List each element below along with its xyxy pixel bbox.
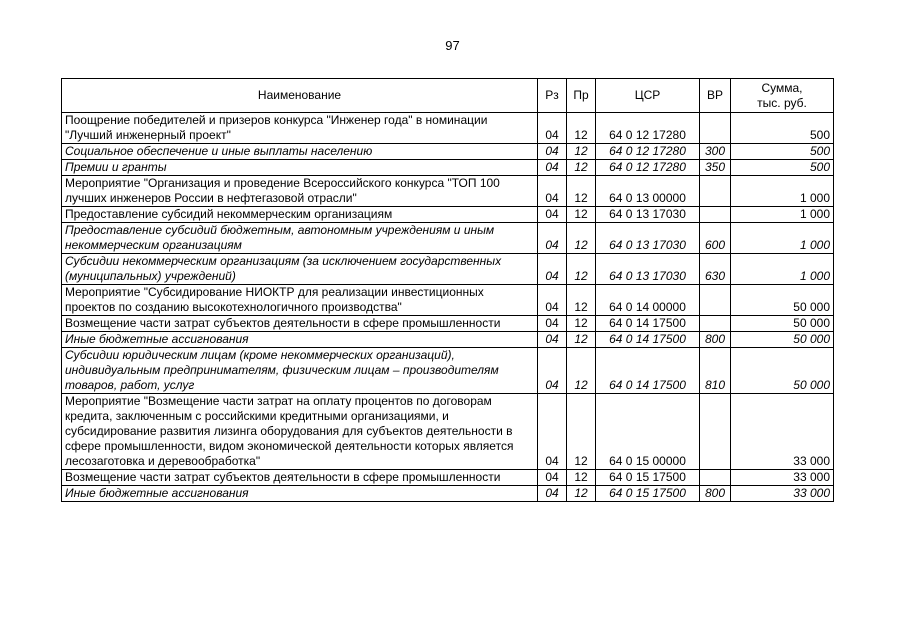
cell-rz: 04 bbox=[538, 113, 567, 144]
cell-sum: 50 000 bbox=[731, 316, 834, 332]
cell-csr: 64 0 12 17280 bbox=[596, 144, 700, 160]
cell-rz: 04 bbox=[538, 207, 567, 223]
table-row bbox=[62, 223, 834, 254]
cell-pr: 12 bbox=[567, 348, 596, 394]
cell-name: Социальное обеспечение и иные выплаты населению bbox=[62, 144, 538, 160]
cell-pr: 12 bbox=[567, 470, 596, 486]
cell-pr: 12 bbox=[567, 113, 596, 144]
cell-vr: 350 bbox=[700, 160, 731, 176]
cell-name: Предоставление субсидий бюджетным, автономным учреждениям и иным некоммерческим организациям bbox=[62, 223, 538, 254]
cell-name: Предоставление субсидий некоммерческим организациям bbox=[62, 207, 538, 223]
cell-vr bbox=[700, 113, 731, 144]
cell-sum: 1 000 bbox=[731, 254, 834, 285]
header-name: Наименование bbox=[62, 79, 538, 113]
cell-csr: 64 0 15 17500 bbox=[596, 486, 700, 502]
cell-rz: 04 bbox=[538, 223, 567, 254]
cell-name: Мероприятие "Возмещение части затрат на оплату процентов по договорам кредита, заключенным с российскими кредитными организациями, и субсидирование развития лизинга оборудования для субъектов деятельности в сфере промышленности, видом экономической деятельности которых является лесозаготовка и деревообработка" bbox=[62, 394, 538, 470]
cell-csr: 64 0 14 17500 bbox=[596, 332, 700, 348]
cell-csr: 64 0 13 17030 bbox=[596, 223, 700, 254]
cell-rz: 04 bbox=[538, 316, 567, 332]
cell-rz: 04 bbox=[538, 160, 567, 176]
cell-sum: 500 bbox=[731, 160, 834, 176]
cell-sum: 33 000 bbox=[731, 394, 834, 470]
cell-vr bbox=[700, 207, 731, 223]
cell-csr: 64 0 13 17030 bbox=[596, 254, 700, 285]
cell-name: Премии и гранты bbox=[62, 160, 538, 176]
cell-rz: 04 bbox=[538, 332, 567, 348]
cell-csr: 64 0 14 17500 bbox=[596, 316, 700, 332]
cell-vr: 800 bbox=[700, 332, 731, 348]
cell-csr: 64 0 12 17280 bbox=[596, 160, 700, 176]
header-rz: Рз bbox=[538, 79, 567, 113]
cell-pr: 12 bbox=[567, 316, 596, 332]
cell-pr: 12 bbox=[567, 254, 596, 285]
cell-rz: 04 bbox=[538, 470, 567, 486]
cell-sum: 1 000 bbox=[731, 223, 834, 254]
cell-pr: 12 bbox=[567, 160, 596, 176]
cell-csr: 64 0 14 00000 bbox=[596, 285, 700, 316]
table-row bbox=[62, 486, 834, 502]
cell-rz: 04 bbox=[538, 285, 567, 316]
cell-name: Субсидии некоммерческим организациям (за исключением государственных (муниципальных) учреждений) bbox=[62, 254, 538, 285]
cell-vr: 800 bbox=[700, 486, 731, 502]
table-header-row bbox=[62, 79, 834, 113]
cell-csr: 64 0 13 00000 bbox=[596, 176, 700, 207]
table-row bbox=[62, 348, 834, 394]
cell-rz: 04 bbox=[538, 486, 567, 502]
cell-vr: 300 bbox=[700, 144, 731, 160]
cell-rz: 04 bbox=[538, 176, 567, 207]
cell-name: Возмещение части затрат субъектов деятельности в сфере промышленности bbox=[62, 470, 538, 486]
table-row bbox=[62, 332, 834, 348]
cell-vr bbox=[700, 394, 731, 470]
cell-pr: 12 bbox=[567, 486, 596, 502]
cell-pr: 12 bbox=[567, 285, 596, 316]
cell-sum: 500 bbox=[731, 113, 834, 144]
cell-name: Возмещение части затрат субъектов деятельности в сфере промышленности bbox=[62, 316, 538, 332]
cell-pr: 12 bbox=[567, 394, 596, 470]
header-pr: Пр bbox=[567, 79, 596, 113]
cell-pr: 12 bbox=[567, 144, 596, 160]
cell-pr: 12 bbox=[567, 223, 596, 254]
table-row bbox=[62, 394, 834, 470]
cell-vr bbox=[700, 176, 731, 207]
cell-csr: 64 0 12 17280 bbox=[596, 113, 700, 144]
cell-rz: 04 bbox=[538, 254, 567, 285]
cell-name: Субсидии юридическим лицам (кроме некоммерческих организаций), индивидуальным предпринимателям, физическим лицам – производителям товаров, работ, услуг bbox=[62, 348, 538, 394]
cell-sum: 1 000 bbox=[731, 207, 834, 223]
cell-rz: 04 bbox=[538, 394, 567, 470]
cell-vr: 600 bbox=[700, 223, 731, 254]
budget-table bbox=[61, 78, 834, 502]
cell-sum: 50 000 bbox=[731, 332, 834, 348]
table-row bbox=[62, 113, 834, 144]
cell-vr bbox=[700, 316, 731, 332]
header-vr: ВР bbox=[700, 79, 731, 113]
cell-rz: 04 bbox=[538, 144, 567, 160]
cell-pr: 12 bbox=[567, 207, 596, 223]
header-sum bbox=[731, 79, 834, 113]
cell-name: Мероприятие "Субсидирование НИОКТР для реализации инвестиционных проектов по созданию высокотехнологичного производства" bbox=[62, 285, 538, 316]
cell-name: Мероприятие "Организация и проведение Всероссийского конкурса "ТОП 100 лучших инженеров России в нефтегазовой отрасли" bbox=[62, 176, 538, 207]
cell-name: Иные бюджетные ассигнования bbox=[62, 332, 538, 348]
cell-csr: 64 0 14 17500 bbox=[596, 348, 700, 394]
cell-sum: 1 000 bbox=[731, 176, 834, 207]
table-row bbox=[62, 285, 834, 316]
table-body bbox=[62, 113, 834, 502]
cell-csr: 64 0 15 17500 bbox=[596, 470, 700, 486]
cell-vr: 630 bbox=[700, 254, 731, 285]
cell-csr: 64 0 15 00000 bbox=[596, 394, 700, 470]
cell-sum: 33 000 bbox=[731, 486, 834, 502]
cell-sum: 50 000 bbox=[731, 348, 834, 394]
cell-rz: 04 bbox=[538, 348, 567, 394]
cell-pr: 12 bbox=[567, 332, 596, 348]
table-row bbox=[62, 207, 834, 223]
cell-vr bbox=[700, 285, 731, 316]
header-sum-line2: тыс. руб. bbox=[757, 95, 807, 110]
cell-sum: 500 bbox=[731, 144, 834, 160]
table-row bbox=[62, 316, 834, 332]
cell-vr: 810 bbox=[700, 348, 731, 394]
table-row bbox=[62, 176, 834, 207]
cell-pr: 12 bbox=[567, 176, 596, 207]
header-sum-line1: Сумма, bbox=[761, 80, 803, 95]
table-row bbox=[62, 160, 834, 176]
table-row bbox=[62, 254, 834, 285]
page-number: 97 bbox=[445, 38, 460, 53]
header-csr: ЦСР bbox=[596, 79, 700, 113]
cell-sum: 50 000 bbox=[731, 285, 834, 316]
cell-name: Иные бюджетные ассигнования bbox=[62, 486, 538, 502]
cell-vr bbox=[700, 470, 731, 486]
cell-sum: 33 000 bbox=[731, 470, 834, 486]
cell-name: Поощрение победителей и призеров конкурса "Инженер года" в номинации "Лучший инженерный проект" bbox=[62, 113, 538, 144]
table-row bbox=[62, 144, 834, 160]
cell-csr: 64 0 13 17030 bbox=[596, 207, 700, 223]
table-row bbox=[62, 470, 834, 486]
